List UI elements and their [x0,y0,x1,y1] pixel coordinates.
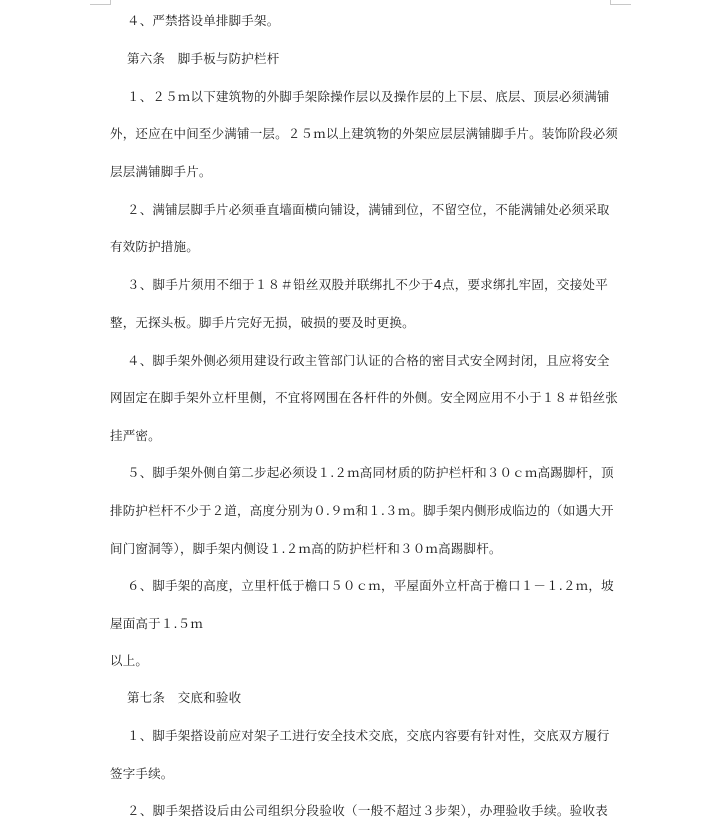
text-line: 签字手续。 [110,766,174,781]
text-line: 整，无探头板。脚手片完好无损，破损的要及时更换。 [110,315,415,330]
page-corner-mark-right [610,0,631,5]
text-line: ２、满铺层脚手片必须垂直墙面横向铺设，满铺到位，不留空位，不能满铺处必须采取 [127,202,610,217]
section-heading: 第六条 脚手板与防护栏杆 [127,51,280,66]
text-line: 以上。 [110,653,149,668]
page-corner-mark-left [90,0,111,5]
text-line: 排防护栏杆不少于２道，高度分别为０.９ｍ和１.３ｍ。脚手架内侧形成临边的（如遇大开 [110,503,614,518]
text-line: ６、脚手架的高度，立里杆低于檐口５０ｃｍ，平屋面外立杆高于檐口１－１.２ｍ，坡 [127,578,614,593]
text-line: １、脚手架搭设前应对架子工进行安全技术交底，交底内容要有针对性，交底双方履行 [127,728,610,743]
text-line: 层层满铺脚手片。 [110,164,212,179]
text-line: ４、严禁搭设单排脚手架。 [127,13,280,28]
text-line: 间门窗洞等），脚手架内侧设１.２ｍ高的防护栏杆和３０ｍ高踢脚杆。 [110,541,502,556]
text-line: ４、脚手架外侧必须用建设行政主管部门认证的合格的密目式安全网封闭，且应将安全 [127,353,610,368]
text-line: １、２５ｍ以下建筑物的外脚手架除操作层以及操作层的上下层、底层、顶层必须满铺 [127,89,610,104]
text-line: 外，还应在中间至少满铺一层。２５ｍ以上建筑物的外架应层层满铺脚手片。装饰阶段必须 [110,126,619,141]
text-line: 有效防护措施。 [110,239,199,254]
text-line: ３、脚手片须用不细于１８＃铅丝双股并联绑扎不少于4点，要求绑扎牢固，交接处平 [127,277,608,292]
text-line: 网固定在脚手架外立杆里侧，不宜将网围在各杆件的外侧。安全网应用不小于１８＃铅丝张 [110,390,619,405]
text-line: 挂严密。 [110,428,161,443]
text-line: ２、脚手架搭设后由公司组织分段验收（一般不超过３步架），办理验收手续。验收表 [127,803,608,818]
text-line: 屋面高于１.５ｍ [110,616,204,631]
section-heading: 第七条 交底和验收 [127,690,242,705]
text-line: ５、脚手架外侧自第二步起必须设１.２ｍ高同材质的防护栏杆和３０ｃｍ高踢脚杆，顶 [127,465,614,480]
